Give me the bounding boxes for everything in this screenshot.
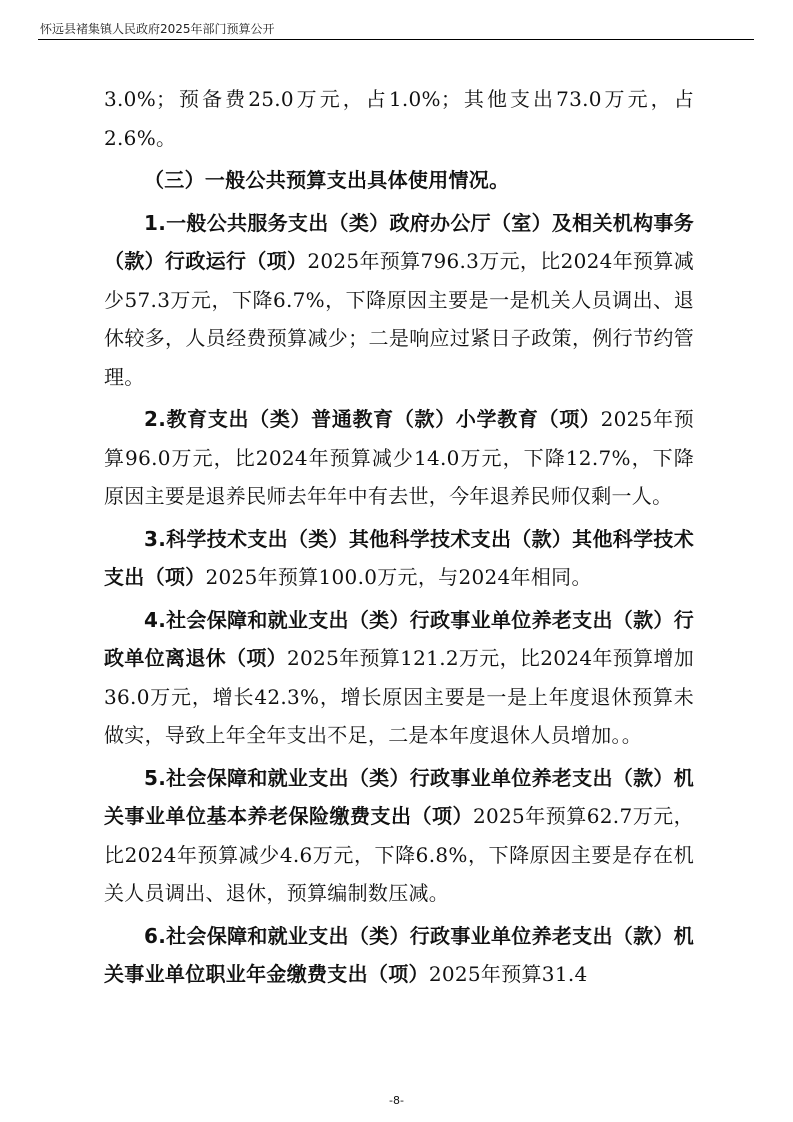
header-divider (38, 39, 754, 40)
item-heading: 5.社会保障和就业支出（类）行政事业单位养老支出（款）机关事业单位基本养老保险缴费支出（项） (104, 765, 694, 828)
paragraph (104, 400, 694, 516)
paragraph (104, 759, 694, 913)
paragraph (104, 520, 694, 597)
page-number: -8- (389, 1094, 404, 1107)
item-heading: 1.一般公共服务支出（类）政府办公厅（室）及相关机构事务（款）行政运行（项） (104, 210, 694, 273)
section-heading: （三）一般公共预算支出具体使用情况。 (144, 168, 510, 192)
paragraph-text: 2025年预算796.3万元，比2024年预算减少57.3万元，下降6.7%，下降原因主要是一是机关人员调出、退休较多，人员经费预算减少；二是响应过紧日子政策，例行节约管理。 (104, 249, 694, 389)
page-header: 怀远县褚集镇人民政府2025年部门预算公开 (40, 22, 275, 36)
document-body (104, 80, 694, 998)
paragraph-text: 2025年预算96.0万元，比2024年预算减少14.0万元，下降12.7%，下降原因主要是退养民师去年年中有去世，今年退养民师仅剩一人。 (104, 407, 695, 508)
paragraph (104, 204, 694, 397)
paragraph-text: 3.0%；预备费25.0万元，占1.0%；其他支出73.0万元，占2.6%。 (104, 87, 694, 150)
paragraph-text: 2025年预算100.0万元，与2024年相同。 (205, 565, 592, 589)
paragraph-text: 2025年预算121.2万元，比2024年预算增加36.0万元，增长42.3%，增长原因主要是一是上年度退休预算未做实，导致上年全年支出不足，二是本年度退休人员增加。。 (104, 646, 694, 747)
item-heading: 2.教育支出（类）普通教育（款）小学教育（项） (144, 407, 601, 431)
item-heading: 3.科学技术支出（类）其他科学技术支出（款）其他科学技术支出（项） (104, 526, 694, 589)
paragraph (104, 917, 694, 994)
paragraph-text: 2025年预算62.7万元，比2024年预算减少4.6万元，下降6.8%，下降原因主要是存在机关人员调出、退休，预算编制数压减。 (104, 804, 694, 905)
paragraph (104, 601, 694, 755)
paragraph (104, 80, 694, 157)
paragraph-text: 2025年预算31.4 (428, 962, 588, 986)
item-heading: 4.社会保障和就业支出（类）行政事业单位养老支出（款）行政单位离退休（项） (104, 607, 694, 670)
item-heading: 6.社会保障和就业支出（类）行政事业单位养老支出（款）机关事业单位职业年金缴费支出（项） (104, 923, 694, 986)
